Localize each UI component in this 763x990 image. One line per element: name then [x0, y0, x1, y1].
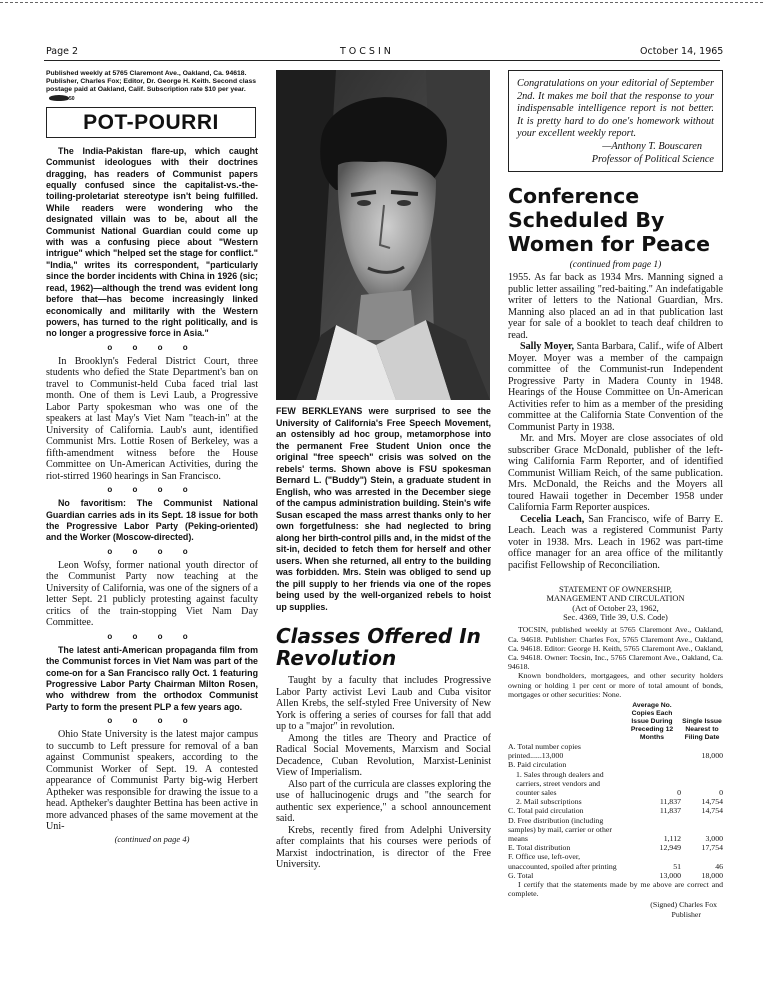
row-average: 11,837 — [659, 797, 681, 807]
reader-quote-box — [508, 70, 723, 172]
table-row — [508, 797, 723, 806]
table-row — [508, 806, 723, 815]
certification-statement: I certify that the statements made by me above are correct and complete. — [508, 880, 723, 899]
row-label: D. Free distribution (including samples) by mail, carrier or other means — [508, 815, 612, 843]
row-label: C. Total paid circulation — [508, 806, 584, 816]
portrait-image — [276, 70, 490, 400]
row-average: 1,112 — [663, 834, 681, 843]
reader-quote-signature: —Anthony T. Bouscaren — [602, 140, 702, 152]
item-india-pakistan: The India-Pakistan flare-up, which caught Communist ideologues with their doctrines dragging, has readers of Communist papers equally confused since the capitalist-vs.-the-toiling-proletariat stereotype isn't being fulfilled. While readers were wondering who the designated villain was to be, about all the Communist National Guardian could come up with was a confusing piece about "Western intrigue" which "helped set the stage for conflict." "India," writes its correspondent, "particularly since the border incidents with China in 1926 (sic; read, 1962)—although the trend was evident long before that—has become increasingly linked economically and militarily with the Western powers, has turned to the right politically, and is no longer a progressive force in Asia." — [46, 145, 258, 339]
publication-info — [46, 70, 258, 103]
reader-quote-text: Congratulations on your editorial of September 2nd. It makes me boil that the response to your indispensable intelligence report is not better. It is pretty hard to do one's homework without your excellent weekly report. — [517, 78, 714, 140]
pot-pourri-box — [46, 107, 256, 138]
person-name: Sally Moyer, — [520, 341, 575, 353]
classes-para-3: Also part of the curricula are classes exploring the use of hallucinogenic drugs and "the search for authentic sex experience," a school announcement said. — [276, 778, 491, 824]
continued-from-note: (continued from page 1) — [569, 260, 662, 271]
statement-title-line: Sec. 4369, Title 39, U.S. Code) — [563, 613, 668, 623]
union-mark: 50 — [69, 95, 75, 102]
continued-note: (continued on page 4) — [114, 833, 190, 844]
row-average — [623, 742, 681, 760]
classes-para-2: Among the titles are Theory and Practice of Radical Social Movements, Marxism and Social Decadence, Cuban Revolution, Marxist-Leninist View of Imperialism. — [276, 732, 491, 778]
row-label: 1. Sales through dealers and carriers, street vendors and counter sales — [516, 769, 604, 797]
conference-para-4-text: San Francisco, wife of Barry E. Leach. Leach was a registered Communist Party voter in 1938. Mrs. Leach in 1962 was part-time office manager for an area office of the militantly pacifist Fellowship of Reconciliation. — [508, 513, 723, 571]
eagle-logo-icon — [49, 95, 69, 101]
photo-portrait — [276, 70, 490, 400]
conference-para-3: Mr. and Mrs. Moyer are close associates of old subscriber Grace McDonald, publisher of the left-wing California Farm Reporter, and of identified Communist William Reich, of the same publication. Mrs. McDonald, the Reichs and the Moyers all toured Hawaii together in December 1958 under California Farm Reporter auspices. — [508, 433, 723, 514]
top-perforation-line — [0, 2, 763, 3]
statement-title — [508, 585, 723, 622]
conference-para-1: 1955. As far back as 1934 Mrs. Manning signed a public letter assailing "red-baiting." An indefatigable writer of letters to the National Guardian, Mrs. Manning also placed an ad in that publication last year for sale of a booklet to teach deaf children to read. — [508, 272, 723, 341]
column-conference — [508, 70, 723, 940]
row-single: 3,000 — [705, 834, 723, 843]
classes-para-1: Taught by a faculty that includes Progressive Labor Party activist Levi Laub and Cuba visitor Allen Krebs, the self-styled Free University of New York is offering a series of courses for fall that add up to a "major" in revolution. — [276, 675, 491, 732]
table-row — [508, 871, 723, 880]
row-single: 18,000 — [701, 870, 723, 880]
header-spacer — [508, 702, 623, 742]
item-brooklyn-trial: In Brooklyn's Federal District Court, three students who defied the State Department's ban on travel to Communist-held Cuba faced trial last month. One of them is Levi Laub, a Progressive Labor Party spokesman who was one of the speakers at last May's Viet Nam "teach-in" at the University of California. Laub's aunt, identified Communist Mrs. Lottie Rosen of Berkeley, was a fifth-amendment witness before the House Committee on Un-American Activities, during the riot-stirred 1960 hearings in San Francisco. — [46, 355, 258, 482]
conference-para-2 — [508, 341, 723, 433]
conference-para-4 — [508, 514, 723, 572]
separator-dots: o o o o — [107, 546, 197, 556]
row-single — [681, 760, 723, 769]
row-label: A. Total number copies printed......13,000 — [508, 741, 581, 761]
table-row — [508, 760, 723, 769]
table-row — [508, 852, 723, 870]
row-label: F. Office use, left-over, unaccounted, spoiled after printing — [508, 852, 617, 871]
row-single: 18,000 — [701, 751, 723, 761]
column-photo-and-classes — [276, 70, 491, 940]
row-single: 0 — [719, 787, 723, 797]
row-label: 2. Mail subscriptions — [516, 797, 582, 807]
separator-dots: o o o o — [107, 631, 197, 641]
pot-pourri-title: POT-POURRI — [83, 110, 219, 134]
classes-para-4: Krebs, recently fired from Adelphi University after complaints that his courses were periods of Marxist indoctrination, is director of the Free University. — [276, 824, 491, 870]
item-no-favoritism: No favoritism: The Communist National Guardian carries ads in its Sept. 18 issue for both the Progressive Labor Party (Peking-oriented) and the Worker (Moscow-directed). — [46, 498, 258, 543]
table-row — [508, 770, 723, 798]
header-average: Average No. Copies Each Issue During Preceding 12 Months — [630, 701, 674, 741]
statement-title-line: (Act of October 23, 1962, — [572, 603, 659, 613]
reader-quote-title: Professor of Political Science — [591, 153, 714, 165]
circulation-table — [508, 702, 723, 880]
headline-conference: Conference Scheduled By Women for Peace — [508, 184, 711, 257]
column-pot-pourri — [46, 70, 258, 940]
signature: (Signed) Charles Fox — [650, 900, 717, 910]
row-single: 14,754 — [701, 806, 723, 816]
row-label: G. Total — [508, 870, 534, 880]
item-leon-wofsy: Leon Wofsy, former national youth director of the Communist Party now teaching at the University of California, was one of the signers of a letter Sept. 21 publicly protesting against faculty critics of the train-stopping Viet Nam Day Committee. — [46, 559, 258, 629]
masthead: TOCSIN — [340, 46, 394, 57]
row-average — [623, 760, 681, 769]
row-single: 14,754 — [701, 797, 723, 807]
issue-date: October 14, 1965 — [640, 46, 724, 57]
row-average: 0 — [677, 787, 681, 797]
publication-info-text: Published weekly at 5765 Claremont Ave., Oakland, Ca. 94618. Publisher, Charles Fox; Editor, Dr. George H. Keith. Second class postage paid at Oakland, Calif. Subscription rate $10 per year. — [46, 70, 257, 94]
photo-caption: FEW BERKLEYANS were surprised to see the University of California's Free Speech Movement, an ostensibly ad hoc group, metamorphose into the permanent Free Student Union once the original "free speech" crisis was solved on the rebels' terms. Shown above is FSU spokesman Bernard L. ("Buddy") Stein, a graduate student in English, who was arrested in the December siege of the campus administration building. Stein's wife Susan escaped the mass arrest thanks only to her own forgetfulness: she had neglected to bring along her birth-control pills and, in the midst of the sit-in, decided to fetch them for herself and other users. When she returned, all entry to the building was forbidden. Mrs. Stein was obliged to send up the pill supply to her friends via one of the ropes being used by the well-organized rebels to hoist up supplies. — [276, 406, 491, 612]
row-single: 17,754 — [701, 843, 723, 853]
separator-dots: o o o o — [107, 342, 197, 352]
header-rule — [44, 60, 720, 61]
circulation-table-header — [508, 702, 723, 742]
table-row — [508, 843, 723, 852]
headline-classes-offered: Classes Offered In Revolution — [276, 624, 481, 670]
row-single: 46 — [715, 861, 723, 871]
row-average: 13,000 — [659, 870, 681, 880]
statement-ownership: TOCSIN, published weekly at 5765 Claremont Ave., Oakland, Ca. 94618. Publisher: Charles Fox, 5765 Claremont Ave., Oakland, Ca. 94618. Editor: George H. Keith, 5765 Claremont Ave., Oakland, Ca. 94618. Owner: Tocsin, Inc., 5765 Claremont Ave., Oakland, Ca. 94618. — [508, 625, 723, 672]
row-average: 11,837 — [659, 806, 681, 816]
header-single: Single Issue Nearest to Filing Date — [682, 717, 722, 741]
item-propaganda-film: The latest anti-American propaganda film from the Communist forces in Viet Nam was part of the come-on for a San Francisco rally Oct. 1 featuring Progressive Labor Party Chairman Milton Rosen, who withdrew from the orthodox Communist Party to form the present PLP a few years ago. — [46, 644, 258, 712]
item-ohio-state: Ohio State University is the latest major campus to succumb to Left pressure for removal of a ban against Communist speakers, according to the Communist Worker of Sept. 19. A contested appearance of Communist Party big-wig Herbert Aptheker was responsible for drawing the issue to a head. Aptheker's daughter Bettina has been active in more advanced phases of the same movement at the Uni- — [46, 729, 258, 833]
row-label: B. Paid circulation — [508, 760, 567, 770]
separator-dots: o o o o — [107, 716, 197, 726]
row-average: 51 — [673, 861, 681, 871]
statement-title-line: STATEMENT OF OWNERSHIP, — [559, 585, 672, 595]
signature-title: Publisher — [671, 909, 701, 919]
conference-para-2-text: Santa Barbara, Calif., wife of Albert Moyer. Moyer was a member of the campaign committee of the Communist-run Independent Progressive Party in Madera County in 1948. Hearings of the House Committee on Un-American Activities refer to him as a member of the presiding committee at the California State Convention of the Communist Party in 1938. — [508, 341, 723, 433]
separator-dots: o o o o — [107, 485, 197, 495]
row-average: 12,949 — [659, 843, 681, 853]
table-row — [508, 816, 723, 844]
statement-title-line: MANAGEMENT AND CIRCULATION — [546, 594, 685, 604]
page-number: Page 2 — [46, 46, 79, 57]
person-name: Cecelia Leach, — [520, 513, 585, 525]
statement-bondholders: Known bondholders, mortgagees, and other security holders owning or holding 1 per cent or more of total amount of bonds, mortgages or other securities: None. — [508, 671, 723, 699]
table-row — [508, 742, 723, 760]
row-label: E. Total distribution — [508, 843, 571, 853]
